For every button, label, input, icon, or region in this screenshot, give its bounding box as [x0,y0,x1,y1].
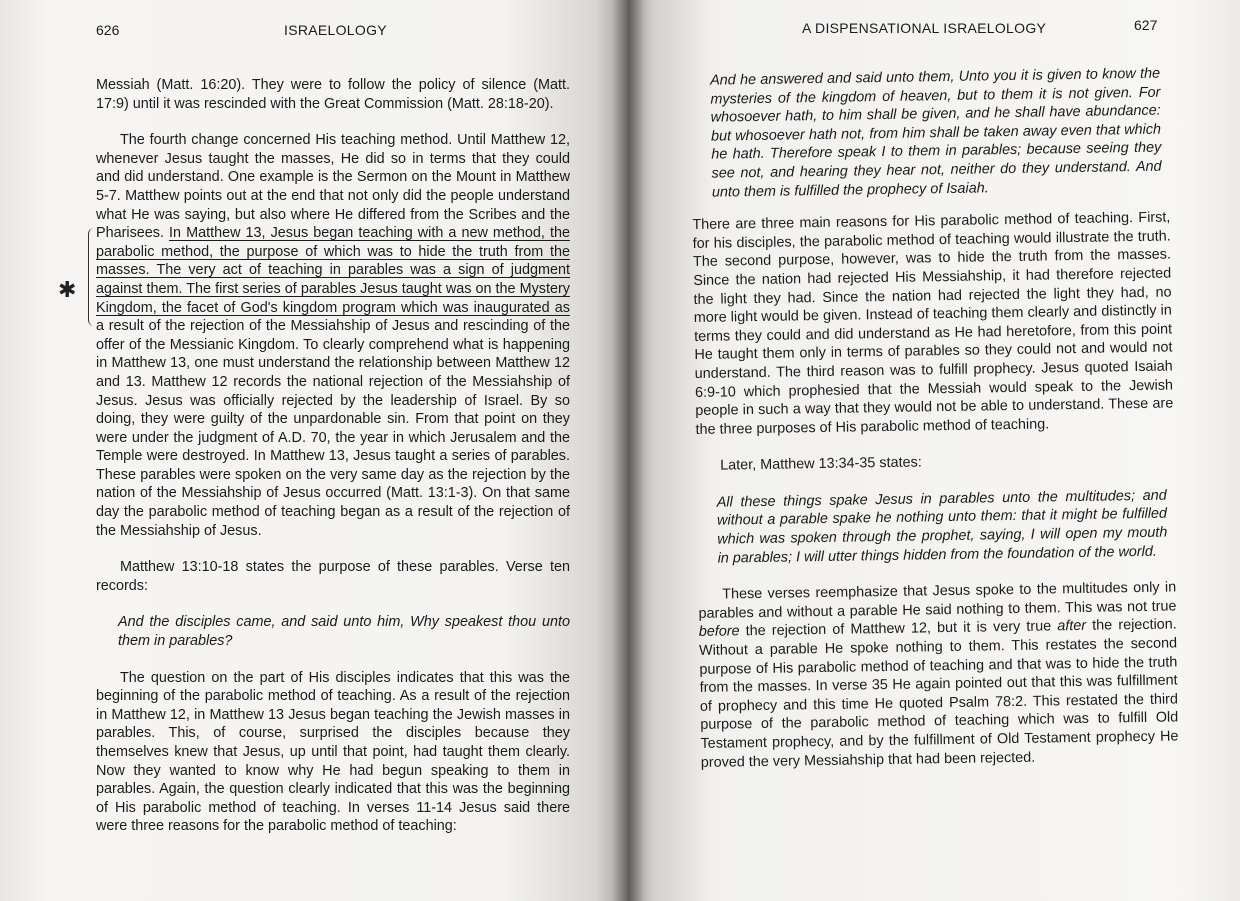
paragraph: Later, Matthew 13:34-35 states: [720,454,922,474]
paragraph-text: These verses reemphasize that Jesus spoke to the multitudes only in parables and without a parable He said nothing to them. This was not true [698,579,1177,622]
page-number: 627 [1134,17,1158,33]
underlined-passage: In Matthew 13, Jesus began teaching with a new method, the parabolic method, the purpose of which was to hide the truth from the masses. The very act of teaching in parables was a sign of judgment against them. The first series of parables Jesus taught was on the Mystery Kingdom, the facet of God's kingdom program which was inaugurated as [96,225,570,316]
right-page-body [690,64,1179,772]
right-page [628,0,1240,901]
running-head: ISRAELOLOGY [284,22,387,38]
paragraph-text: the rejection of Matthew 12, but it is very true [739,618,1058,640]
page-number: 626 [96,22,120,38]
scripture-quote: And he answered and said unto them, Unto you it is given to know the mysteries of the kingdom of heaven, but to them it is not given. For whosoever hath, to him shall be given, and he shall have abundance: but whosoever hath not, from him shall be taken away even that which he hath. Therefore speak I to them in parables; because seeing they see not, and hearing they hear not, neither do they understand. And unto them is fulfilled the prophecy of Isaiah. [710,65,1162,201]
paragraph-text: The fourth change concerned His teaching method. Until Matthew 12, whenever Jesus taught the masses, He did so in terms that they could and did understand. One example is the Sermon on the Mount in Matthew 5-7. Matthew points out at the end that not only did the people understand what He was saying, but also where He differed from the Scribes and the Pharisees. [96,132,570,242]
paragraph [96,131,570,540]
scripture-quote: And the disciples came, and said unto him, Why speakest thou unto them in parables? [118,614,570,650]
paragraph [698,579,1179,772]
emphasis: before [698,623,740,641]
left-page-body [96,76,570,836]
paragraph: Matthew 13:10-18 states the purpose of these parables. Verse ten records: [96,559,570,594]
paragraph: Messiah (Matt. 16:20). They were to follow the policy of silence (Matt. 17:9) until it was rescinded with the Great Commission (Matt. 28:18-20). [96,77,570,112]
paragraph-text: a result of the rejection of the Messiahship of Jesus and rescinding of the offer of the Messianic Kingdom. To clearly comprehend what is happening in Matthew 13, one must understand the relationship between Matthew 12 and 13. Matthew 12 records the national rejection of the Messiahship of Jesus. Jesus was officially rejected by the leadership of Israel. By so doing, they were guilty of the unpardonable sin. From that point on they were under the judgment of A.D. 70, the year in which Jerusalem and the Temple were destroyed. In Matthew 13, Jesus taught a series of parables. These parables were spoken on the very same day as the rejection by the nation of the Messiahship of Jesus occurred (Matt. 13:1-3). On that same day the parabolic method of teaching began as a result of the rejection of the Messiahship of Jesus. [96,318,570,539]
emphasis: after [1057,618,1087,635]
margin-star-mark: ✱ [58,278,77,303]
scripture-quote: All these things spake Jesus in parables unto the multitudes; and without a parable spake he nothing unto them: that it might be fulfilled which was spoken through the prophet, saying, I will open my mouth in parables; I will utter things hidden from the foundation of the world. [716,487,1168,567]
paragraph: There are three main reasons for His parabolic method of teaching. First, for his disciples, the parabolic method of teaching would illustrate the truth. The second purpose, however, was to hide the truth from the masses. Since the nation had rejected His Messiahship, it had therefore rejected the light they had. Since the nation had rejected the light they had, no more light would be given. Instead of teaching them clearly and distinctly in terms they could and did understand as He had heretofore, from this point He taught them only in terms of parables so they could not and would not understand. The third reason was to fulfill prophecy. Jesus quoted Isaiah 6:9-10 which prophesied that the Messiah would speak to the Jewish people in such a way that they would not be able to understand. These are the three purposes of His parabolic method of teaching. [692,209,1174,438]
paragraph: The question on the part of His disciples indicates that this was the beginning of the parabolic method of teaching. As a result of the rejection in Matthew 12, in Matthew 13 Jesus began teaching the Jewish masses in parables. This, of course, surprised the disciples because they themselves knew that Jesus, up until that point, had taught them clearly. Now they wanted to know why He had begun speaking to them in parables. Again, the question clearly indicated that this was the beginning of His parabolic method of teaching. In verses 11-14 Jesus said there were three reasons for the parabolic method of teaching: [96,669,570,835]
running-head: A DISPENSATIONAL ISRAELOLOGY [802,20,1047,36]
paragraph-text: the rejection. Without a parable He spoke nothing to them. This restates the second purpose of His parabolic method of teaching and that was to hide the truth from the masses. In verse 35 He again pointed out that this was fulfillment of prophecy and this time He quoted Psalm 78:2. This restated the third purpose of the parabolic method of teaching which was to fulfill Old Testament prophecy, and by the fulfillment of Old Testament prophecy He proved the very Messiahship that had been rejected. [698,616,1179,771]
